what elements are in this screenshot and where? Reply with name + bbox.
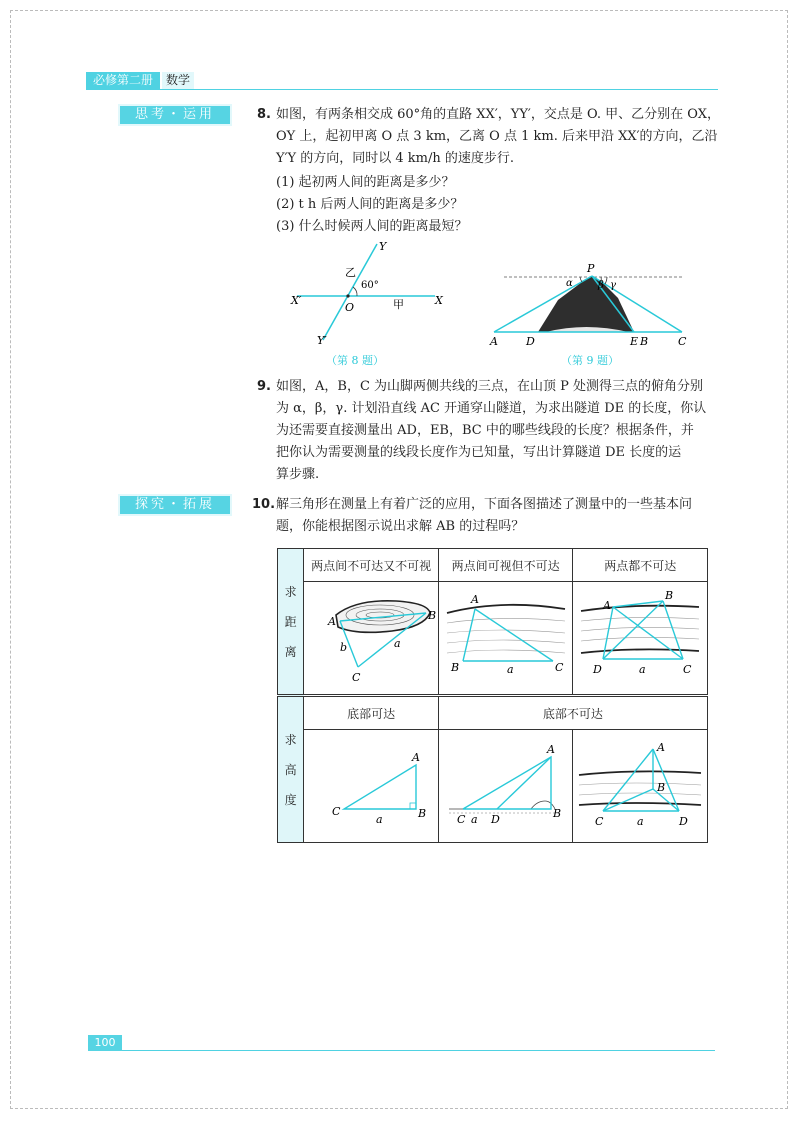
section-explore-badge: 探究・拓展: [120, 496, 230, 514]
t3-A: A: [603, 598, 612, 612]
t5-D: D: [490, 812, 500, 826]
t6-a: a: [637, 814, 644, 828]
t3-a: a: [639, 662, 646, 676]
fig8-caption: （第 8 题）: [326, 354, 384, 367]
head-height-2: 底部不可达: [438, 696, 707, 730]
figure-8: [285, 238, 445, 348]
q8-line3: Y′Y 的方向，同时以 4 km/h 的速度步行.: [276, 151, 515, 166]
t4-a: a: [376, 812, 383, 826]
fig-dist-3: [573, 582, 708, 696]
head-dist-1: 两点间不可达又不可视: [304, 549, 439, 582]
head-dist-2: 两点间可视但不可达: [438, 549, 573, 582]
t6-C: C: [595, 814, 604, 828]
diagram-river-visible: [441, 587, 571, 687]
t5-a: a: [470, 812, 478, 826]
angle-arc: [353, 287, 357, 296]
q9-number: 9.: [257, 379, 271, 394]
line-yy: [323, 244, 377, 340]
label-angle: 60°: [361, 280, 379, 291]
label-jia: 甲: [393, 298, 404, 311]
diagram-height-reachable: [306, 735, 436, 835]
label-X: X: [435, 294, 443, 307]
label-alpha: α: [566, 278, 573, 289]
t6-B: B: [657, 780, 666, 794]
side-distance-1: 求: [284, 584, 297, 599]
label-A9: A: [490, 335, 498, 348]
t3-C: C: [683, 662, 692, 676]
arc-gamma: [605, 277, 607, 284]
diagram-lake: [306, 587, 436, 687]
label-E9: E: [630, 335, 639, 348]
subject-title: 数学: [162, 72, 194, 89]
t2-a: a: [506, 662, 514, 676]
q10-line1: 解三角形在测量上有着广泛的应用，下面各图描述了测量中的一些基本问: [276, 497, 693, 512]
fig9-caption: （第 9 题）: [561, 354, 619, 367]
label-P: P: [587, 262, 595, 275]
t4-B: B: [418, 806, 427, 820]
point-o: [346, 294, 349, 297]
side-distance-2: 距: [284, 614, 297, 629]
q8-sub3: (3) 什么时候两人间的距离最短？: [276, 219, 468, 234]
t1-B: B: [428, 608, 437, 622]
label-B9: B: [640, 335, 649, 348]
label-O: O: [345, 301, 355, 314]
side-height-1: 求: [284, 732, 297, 747]
mountain: [538, 276, 634, 332]
t3-D: D: [593, 662, 603, 676]
q9-line2: 为 α，β，γ. 计划沿直线 AC 开通穿山隧道，为求出隧道 DE 的长度，你认: [276, 401, 707, 416]
diagram-height-unreachable-1: [441, 735, 571, 835]
label-D9: D: [526, 335, 535, 348]
t5-C: C: [456, 812, 466, 826]
arc-alpha: [580, 277, 582, 282]
label-Y: Y: [379, 240, 387, 253]
head-height-1: 底部可达: [304, 696, 439, 730]
q9-line3: 为还需要直接测量出 AD，EB，BC 中的哪些线段的长度？根据条件，并: [276, 423, 694, 438]
t3-B: B: [665, 588, 674, 602]
side-height: [278, 696, 304, 843]
label-yi: 乙: [345, 266, 356, 279]
t1-a: a: [394, 636, 401, 650]
side-height-3: 度: [284, 792, 297, 807]
fig-dist-2: [438, 582, 573, 696]
q8-sub1: (1) 起初两人间的距离是多少？: [276, 175, 455, 190]
t2-A: A: [470, 592, 479, 606]
fig-height-2: [438, 730, 573, 843]
book-title: 必修第二册: [86, 72, 160, 89]
q10-line2: 题，你能根据图示说出求解 AB 的过程吗？: [276, 519, 525, 534]
q8-line2: OY 上，起初甲离 O 点 3 km，乙离 O 点 1 km. 后来甲沿 XX′的方向，乙沿: [276, 129, 718, 144]
footer-rule: [122, 1050, 715, 1051]
t1-A: A: [328, 614, 337, 628]
q10-number: 10.: [252, 497, 276, 512]
figure-9: [486, 262, 692, 348]
fig-height-3: [573, 730, 708, 843]
t4-C: C: [332, 804, 341, 818]
label-Yp: Y′: [317, 334, 327, 347]
label-beta: β: [598, 280, 604, 291]
q8-number: 8.: [257, 107, 271, 122]
measurement-table: [277, 548, 708, 843]
label-gamma: γ: [610, 280, 616, 291]
diagram-river-both: [575, 587, 705, 687]
t6-D: D: [679, 814, 689, 828]
t2-C: C: [554, 660, 564, 674]
side-distance-3: 离: [284, 644, 297, 659]
page-number: 100: [88, 1035, 122, 1051]
side-height-2: 高: [284, 762, 297, 777]
diagram-height-unreachable-2: [575, 735, 705, 835]
t4-A: A: [412, 750, 421, 764]
header-rule: [86, 89, 718, 90]
fig-dist-1: [304, 582, 439, 696]
t2-B: B: [450, 660, 459, 674]
q8-line1: 如图，有两条相交成 60°角的直路 XX′，YY′，交点是 O. 甲、乙分别在 OX，: [276, 107, 720, 122]
t5-B: B: [552, 806, 561, 820]
q8-sub2: (2) t h 后两人间的距离是多少？: [276, 197, 464, 212]
t1-b: b: [340, 640, 348, 654]
fig-height-1: [304, 730, 439, 843]
t6-A: A: [657, 740, 666, 754]
side-distance: [278, 549, 304, 696]
label-C9: C: [678, 335, 687, 348]
section-think-badge: 思考・运用: [120, 106, 230, 124]
q9-line4: 把你认为需要测量的线段长度作为已知量，写出计算隧道 DE 长度的运: [276, 445, 682, 460]
head-dist-3: 两点都不可达: [573, 549, 708, 582]
q9-line5: 算步骤.: [276, 467, 320, 482]
t1-C: C: [352, 670, 361, 684]
t5-A: A: [546, 742, 555, 756]
q9-line1: 如图，A，B，C 为山脚两侧共线的三点，在山顶 P 处测得三点的俯角分别: [276, 379, 704, 394]
label-Xp: X′: [291, 294, 302, 307]
